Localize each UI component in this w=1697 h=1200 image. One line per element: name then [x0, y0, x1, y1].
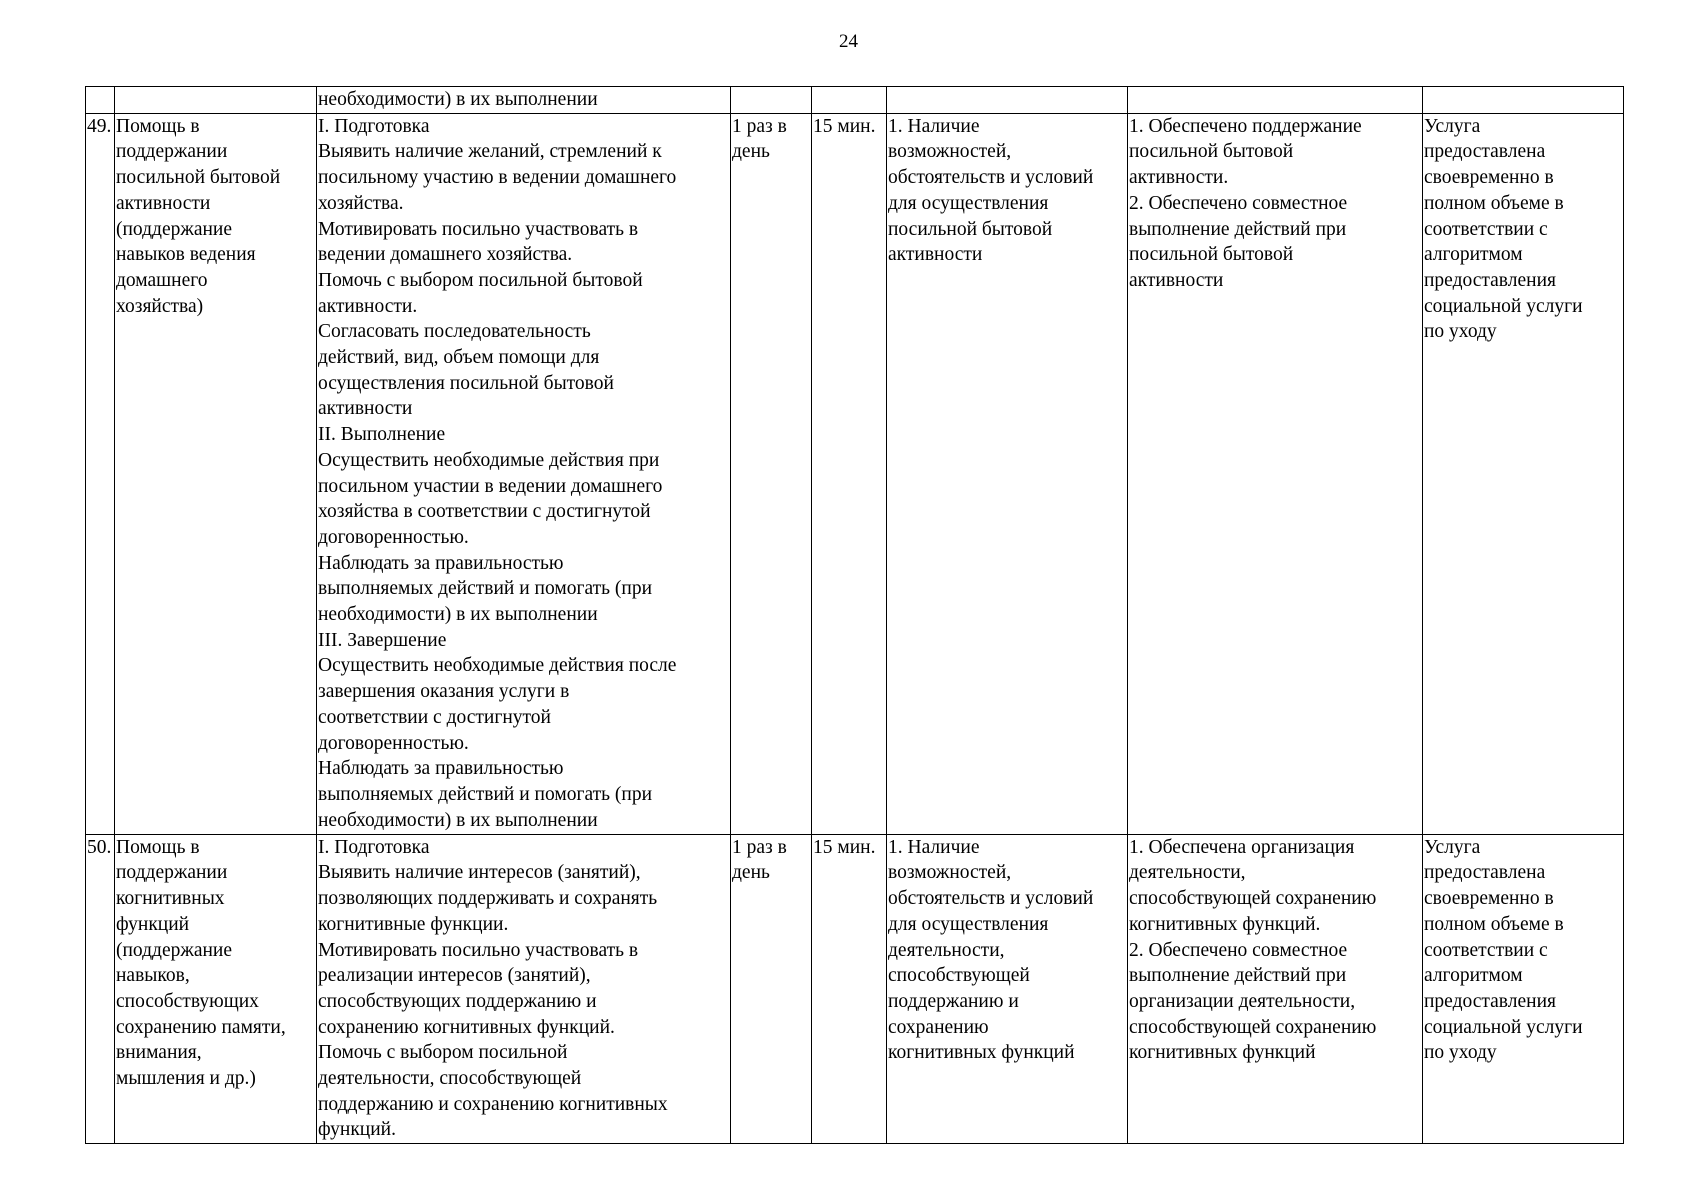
cell-line: посильной бытовой — [888, 218, 1053, 240]
cell-line: посильном участии в ведении домашнего — [318, 475, 663, 497]
cell-line: возможностей, — [888, 141, 1012, 163]
cell-line: Мотивировать посильно участвовать в — [318, 939, 639, 961]
cell-line: навыков ведения — [116, 244, 256, 266]
cell-line: 1. Наличие — [888, 836, 980, 858]
cell-line: предоставления — [1424, 990, 1556, 1012]
cell-line: посильной бытовой — [1129, 244, 1294, 266]
cell-line: Выявить наличие желаний, стремлений к — [318, 141, 662, 163]
cell-line: 2. Обеспечено совместное — [1129, 192, 1348, 214]
cell-line: полном объеме в — [1424, 192, 1564, 214]
cell-line: 2. Обеспечено совместное — [1129, 939, 1348, 961]
cell-result — [1128, 87, 1423, 114]
cell-line: выполнение действий при — [1129, 965, 1347, 987]
cell-line: Помощь в — [116, 836, 200, 858]
cell-number: 50. — [86, 834, 115, 1143]
cell-line: домашнего — [116, 269, 208, 291]
cell-line: 15 мин. — [813, 115, 876, 137]
cell-line: навыков, — [116, 965, 190, 987]
cell-line: функций. — [318, 1119, 396, 1141]
cell-algorithm — [317, 834, 731, 1143]
cell-duration — [812, 87, 887, 114]
cell-line: 1. Обеспечено поддержание — [1129, 115, 1362, 137]
cell-line: осуществления посильной бытовой — [318, 372, 614, 394]
cell-line: полном объеме в — [1424, 913, 1564, 935]
cell-line: действий, вид, объем помощи для — [318, 347, 600, 369]
cell-line: деятельности, способствующей — [318, 1068, 582, 1090]
cell-line: внимания, — [116, 1042, 202, 1064]
cell-line: соответствии с — [1424, 939, 1548, 961]
cell-line: алгоритмом — [1424, 244, 1523, 266]
cell-line: возможностей, — [888, 862, 1012, 884]
cell-line: способствующих — [116, 990, 259, 1012]
cell-line: завершения оказания услуги в — [318, 681, 570, 703]
cell-line: Услуга — [1424, 115, 1481, 137]
cell-evaluation — [1423, 113, 1624, 834]
cell-frequency — [731, 834, 812, 1143]
cell-line: социальной услуги — [1424, 295, 1583, 317]
cell-line: ведении домашнего хозяйства. — [318, 244, 573, 266]
cell-line: договоренностью. — [318, 732, 469, 754]
cell-line: посильному участию в ведении домашнего — [318, 167, 677, 189]
cell-line: способствующей сохранению — [1129, 1016, 1377, 1038]
cell-line: организации деятельности, — [1129, 990, 1356, 1012]
cell-line: активности — [318, 398, 413, 420]
cell-line: Осуществить необходимые действия после — [318, 655, 677, 677]
cell-line: Помочь с выбором посильной — [318, 1042, 568, 1064]
cell-line: I. Подготовка — [318, 836, 430, 858]
cell-line: I. Подготовка — [318, 115, 430, 137]
cell-result — [1128, 834, 1423, 1143]
cell-service-name — [115, 834, 317, 1143]
cell-line: функций — [116, 913, 190, 935]
cell-line: договоренностью. — [318, 526, 469, 548]
cell-line: Услуга — [1424, 836, 1481, 858]
cell-line: своевременно в — [1424, 167, 1554, 189]
cell-line: хозяйства в соответствии с достигнутой — [318, 501, 651, 523]
cell-line: (поддержание — [116, 939, 233, 961]
cell-line: Мотивировать посильно участвовать в — [318, 218, 639, 240]
cell-line: выполнение действий при — [1129, 218, 1347, 240]
cell-line: для осуществления — [888, 192, 1049, 214]
cell-line: предоставлена — [1424, 862, 1546, 884]
cell-line: Наблюдать за правильностью — [318, 758, 564, 780]
cell-frequency — [731, 87, 812, 114]
cell-line: 15 мин. — [813, 836, 876, 858]
cell-line: активности. — [1129, 167, 1229, 189]
cell-line: III. Завершение — [318, 629, 447, 651]
cell-line: социальной услуги — [1424, 1016, 1583, 1038]
cell-line: активности — [1129, 269, 1224, 291]
cell-line: когнитивных функций — [888, 1042, 1075, 1064]
cell-line: мышления и др.) — [116, 1068, 256, 1090]
cell-number — [86, 87, 115, 114]
cell-line: способствующей сохранению — [1129, 888, 1377, 910]
cell-line: своевременно в — [1424, 888, 1554, 910]
cell-line: выполняемых действий и помогать (при — [318, 578, 653, 600]
cell-line: активности — [888, 244, 983, 266]
cell-algorithm — [317, 113, 731, 834]
cell-line: необходимости) в их выполнении — [318, 89, 598, 110]
cell-line: когнитивных функций — [1129, 1042, 1316, 1064]
cell-number: 49. — [86, 113, 115, 834]
cell-line: Выявить наличие интересов (занятий), — [318, 862, 641, 884]
cell-line: соответствии с достигнутой — [318, 706, 551, 728]
cell-line: предоставления — [1424, 269, 1556, 291]
services-table — [85, 86, 1624, 1144]
cell-line: необходимости) в их выполнении — [318, 604, 598, 626]
cell-line: посильной бытовой — [116, 167, 281, 189]
cell-duration — [812, 113, 887, 834]
cell-line: соответствии с — [1424, 218, 1548, 240]
cell-line: Согласовать последовательность — [318, 321, 591, 343]
table-row — [86, 834, 1624, 1143]
cell-line: по уходу — [1424, 321, 1497, 343]
cell-line: для осуществления — [888, 913, 1049, 935]
cell-line: поддержанию и — [888, 990, 1019, 1012]
table-row — [86, 113, 1624, 834]
cell-result — [1128, 113, 1423, 834]
cell-line: посильной бытовой — [1129, 141, 1294, 163]
cell-line: (поддержание — [116, 218, 233, 240]
cell-line: сохранению памяти, — [116, 1016, 286, 1038]
cell-line: день — [732, 141, 770, 163]
cell-service-name — [115, 87, 317, 114]
cell-line: Наблюдать за правильностью — [318, 552, 564, 574]
cell-line: выполняемых действий и помогать (при — [318, 783, 653, 805]
cell-line: реализации интересов (занятий), — [318, 965, 591, 987]
cell-evaluation — [1423, 834, 1624, 1143]
cell-duration — [812, 834, 887, 1143]
cell-line: обстоятельств и условий — [888, 888, 1094, 910]
cell-line: активности — [116, 192, 211, 214]
cell-line: предоставлена — [1424, 141, 1546, 163]
cell-line: сохранению когнитивных функций. — [318, 1016, 615, 1038]
cell-line: обстоятельств и условий — [888, 167, 1094, 189]
cell-line: активности. — [318, 295, 418, 317]
cell-algorithm — [317, 87, 731, 114]
cell-line: Помощь в — [116, 115, 200, 137]
cell-line: поддержании — [116, 862, 228, 884]
cell-line: по уходу — [1424, 1042, 1497, 1064]
cell-line: способствующей — [888, 965, 1030, 987]
cell-line: поддержанию и сохранению когнитивных — [318, 1093, 668, 1115]
cell-line: 1. Наличие — [888, 115, 980, 137]
cell-line: 1. Обеспечена организация — [1129, 836, 1355, 858]
page-number: 24 — [839, 31, 858, 52]
cell-line: Осуществить необходимые действия при — [318, 449, 660, 471]
cell-line: хозяйства) — [116, 295, 204, 317]
table-row-continued — [86, 87, 1624, 114]
cell-line: Помочь с выбором посильной бытовой — [318, 269, 643, 291]
cell-conditions — [887, 834, 1128, 1143]
cell-line: сохранению — [888, 1016, 989, 1038]
cell-line: поддержании — [116, 141, 228, 163]
cell-line: когнитивных функций. — [1129, 913, 1321, 935]
cell-line: когнитивных — [116, 888, 225, 910]
cell-line: позволяющих поддерживать и сохранять — [318, 888, 658, 910]
cell-line: деятельности, — [888, 939, 1005, 961]
cell-line: деятельности, — [1129, 862, 1246, 884]
cell-line: алгоритмом — [1424, 965, 1523, 987]
cell-frequency — [731, 113, 812, 834]
cell-service-name — [115, 113, 317, 834]
cell-line: хозяйства. — [318, 192, 404, 214]
cell-conditions — [887, 113, 1128, 834]
cell-line: 1 раз в — [732, 836, 787, 858]
cell-line: способствующих поддержанию и — [318, 990, 597, 1012]
cell-evaluation — [1423, 87, 1624, 114]
cell-line: когнитивные функции. — [318, 913, 509, 935]
cell-line: II. Выполнение — [318, 424, 446, 446]
cell-line: 1 раз в — [732, 115, 787, 137]
cell-line: день — [732, 862, 770, 884]
cell-line: необходимости) в их выполнении — [318, 809, 598, 831]
cell-conditions — [887, 87, 1128, 114]
